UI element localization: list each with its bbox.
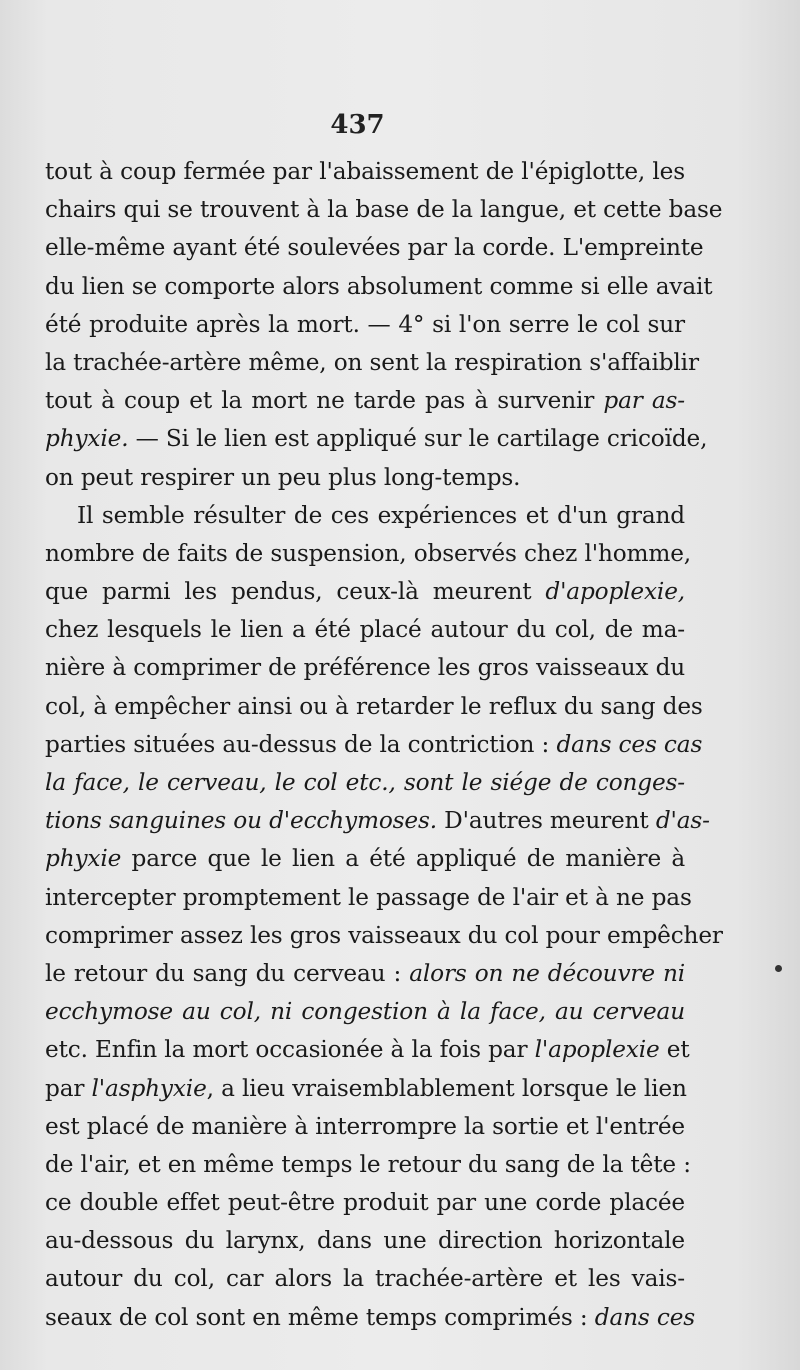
text-line bbox=[45, 1184, 685, 1222]
text-line bbox=[45, 611, 685, 649]
text-segment: tout à coup et la mort ne tarde pas à survenir bbox=[45, 387, 604, 415]
text-segment: chez lesquels le lien a été placé autour du col, de ma- bbox=[45, 616, 685, 644]
text-line bbox=[45, 879, 692, 917]
text-segment: — Si le lien est appliqué sur le cartilage cricoïde, bbox=[128, 425, 708, 453]
italic-text: alors on ne découvre ni bbox=[409, 959, 685, 987]
text-segment: le retour du sang du cerveau : bbox=[45, 959, 410, 987]
text-segment: D'autres meurent bbox=[436, 807, 656, 835]
italic-text: phyxie. bbox=[45, 425, 129, 453]
text-segment: autour du col, car alors la trachée-artère et les vais- bbox=[45, 1265, 685, 1293]
italic-text: ecchymose au col, ni congestion à la face, au cerveau bbox=[45, 998, 685, 1026]
text-line bbox=[45, 344, 699, 382]
text-segment: nombre de faits de suspension, observés chez l'homme, bbox=[45, 539, 691, 567]
text-segment: comprimer assez les gros vaisseaux du col pour empêcher bbox=[45, 921, 723, 949]
text-line bbox=[45, 764, 685, 802]
text-segment: la trachée-artère même, on sent la respiration s'affaiblir bbox=[45, 348, 699, 376]
text-line bbox=[45, 1299, 696, 1337]
text-segment: chairs qui se trouvent à la base de la langue, et cette base bbox=[45, 196, 723, 224]
italic-text: par as- bbox=[603, 387, 685, 415]
text-segment: on peut respirer un peu plus long-temps. bbox=[45, 463, 521, 491]
text-segment: ce double effet peut-être produit par une corde placée bbox=[45, 1189, 685, 1217]
text-segment: nière à comprimer de préférence les gros vaisseaux du bbox=[45, 654, 686, 682]
text-segment: au-dessous du larynx, dans une direction horizontale bbox=[45, 1227, 685, 1255]
text-line bbox=[45, 420, 708, 458]
text-segment: intercepter promptement le passage de l'air et à ne pas bbox=[45, 883, 692, 911]
text-line bbox=[45, 459, 685, 497]
text-line bbox=[45, 1108, 685, 1146]
text-segment: et bbox=[659, 1036, 690, 1064]
text-line bbox=[45, 840, 685, 878]
text-segment: tout à coup fermée par l'abaissement de l'épiglotte, les bbox=[45, 158, 685, 185]
text-line bbox=[45, 229, 704, 267]
text-segment: est placé de manière à interrompre la sortie et l'entrée bbox=[45, 1112, 685, 1140]
italic-text: d'as- bbox=[655, 807, 710, 835]
italic-text: phyxie bbox=[45, 845, 122, 873]
text-line bbox=[45, 1222, 685, 1260]
text-segment: parce que le lien a été appliqué de manière à bbox=[121, 845, 685, 873]
text-line bbox=[45, 497, 685, 535]
italic-text: l'asphyxie bbox=[91, 1074, 207, 1102]
text-line bbox=[45, 382, 685, 420]
text-line bbox=[45, 649, 685, 687]
text-segment: col, à empêcher ainsi ou à retarder le reflux du sang des bbox=[45, 692, 703, 720]
page-number: 437 bbox=[330, 110, 385, 140]
text-segment: seaux de col sont en même temps comprimés : bbox=[45, 1303, 595, 1331]
text-segment: , a lieu vraisemblablement lorsque le lien bbox=[206, 1074, 687, 1102]
text-line bbox=[45, 726, 703, 764]
text-segment: par bbox=[45, 1074, 92, 1102]
text-segment: de l'air, et en même temps le retour du sang de la tête : bbox=[45, 1150, 691, 1178]
italic-text: la face, le cerveau, le col etc., sont le siége de conges- bbox=[45, 769, 685, 796]
text-line bbox=[45, 573, 685, 611]
text-segment: etc. Enfin la mort occasionée à la fois par bbox=[45, 1036, 535, 1064]
text-segment: que parmi les pendus, ceux-là meurent bbox=[45, 578, 546, 606]
text-line bbox=[45, 1070, 685, 1108]
text-segment: Il semble résulter de ces expériences et d'un grand bbox=[77, 501, 685, 529]
text-segment: parties situées au-dessus de la contriction : bbox=[45, 730, 557, 758]
italic-text: dans ces bbox=[594, 1303, 696, 1331]
italic-text: d'apoplexie, bbox=[545, 578, 685, 606]
text-line bbox=[45, 917, 723, 955]
text-line bbox=[45, 993, 685, 1031]
text-line bbox=[45, 1146, 691, 1184]
italic-text: dans ces cas bbox=[556, 730, 703, 758]
body-text bbox=[45, 153, 723, 1337]
text-segment: elle-même ayant été soulevées par la corde. L'empreinte bbox=[45, 234, 704, 262]
italic-text: tions sanguines ou d'ecchymoses. bbox=[45, 807, 437, 835]
text-line bbox=[45, 802, 710, 840]
text-line bbox=[45, 1260, 685, 1298]
text-line bbox=[45, 153, 685, 191]
text-line bbox=[45, 306, 685, 344]
text-line bbox=[45, 688, 703, 726]
text-segment: du lien se comporte alors absolument comme si elle avait bbox=[45, 272, 713, 300]
text-line bbox=[45, 955, 685, 993]
text-line bbox=[45, 191, 723, 229]
text-line bbox=[45, 1031, 690, 1069]
text-segment: été produite après la mort. — 4° si l'on serre le col sur bbox=[45, 310, 685, 338]
text-line bbox=[45, 268, 713, 306]
italic-text: l'apoplexie bbox=[534, 1036, 660, 1064]
text-line bbox=[45, 535, 691, 573]
ink-speck bbox=[775, 965, 782, 972]
